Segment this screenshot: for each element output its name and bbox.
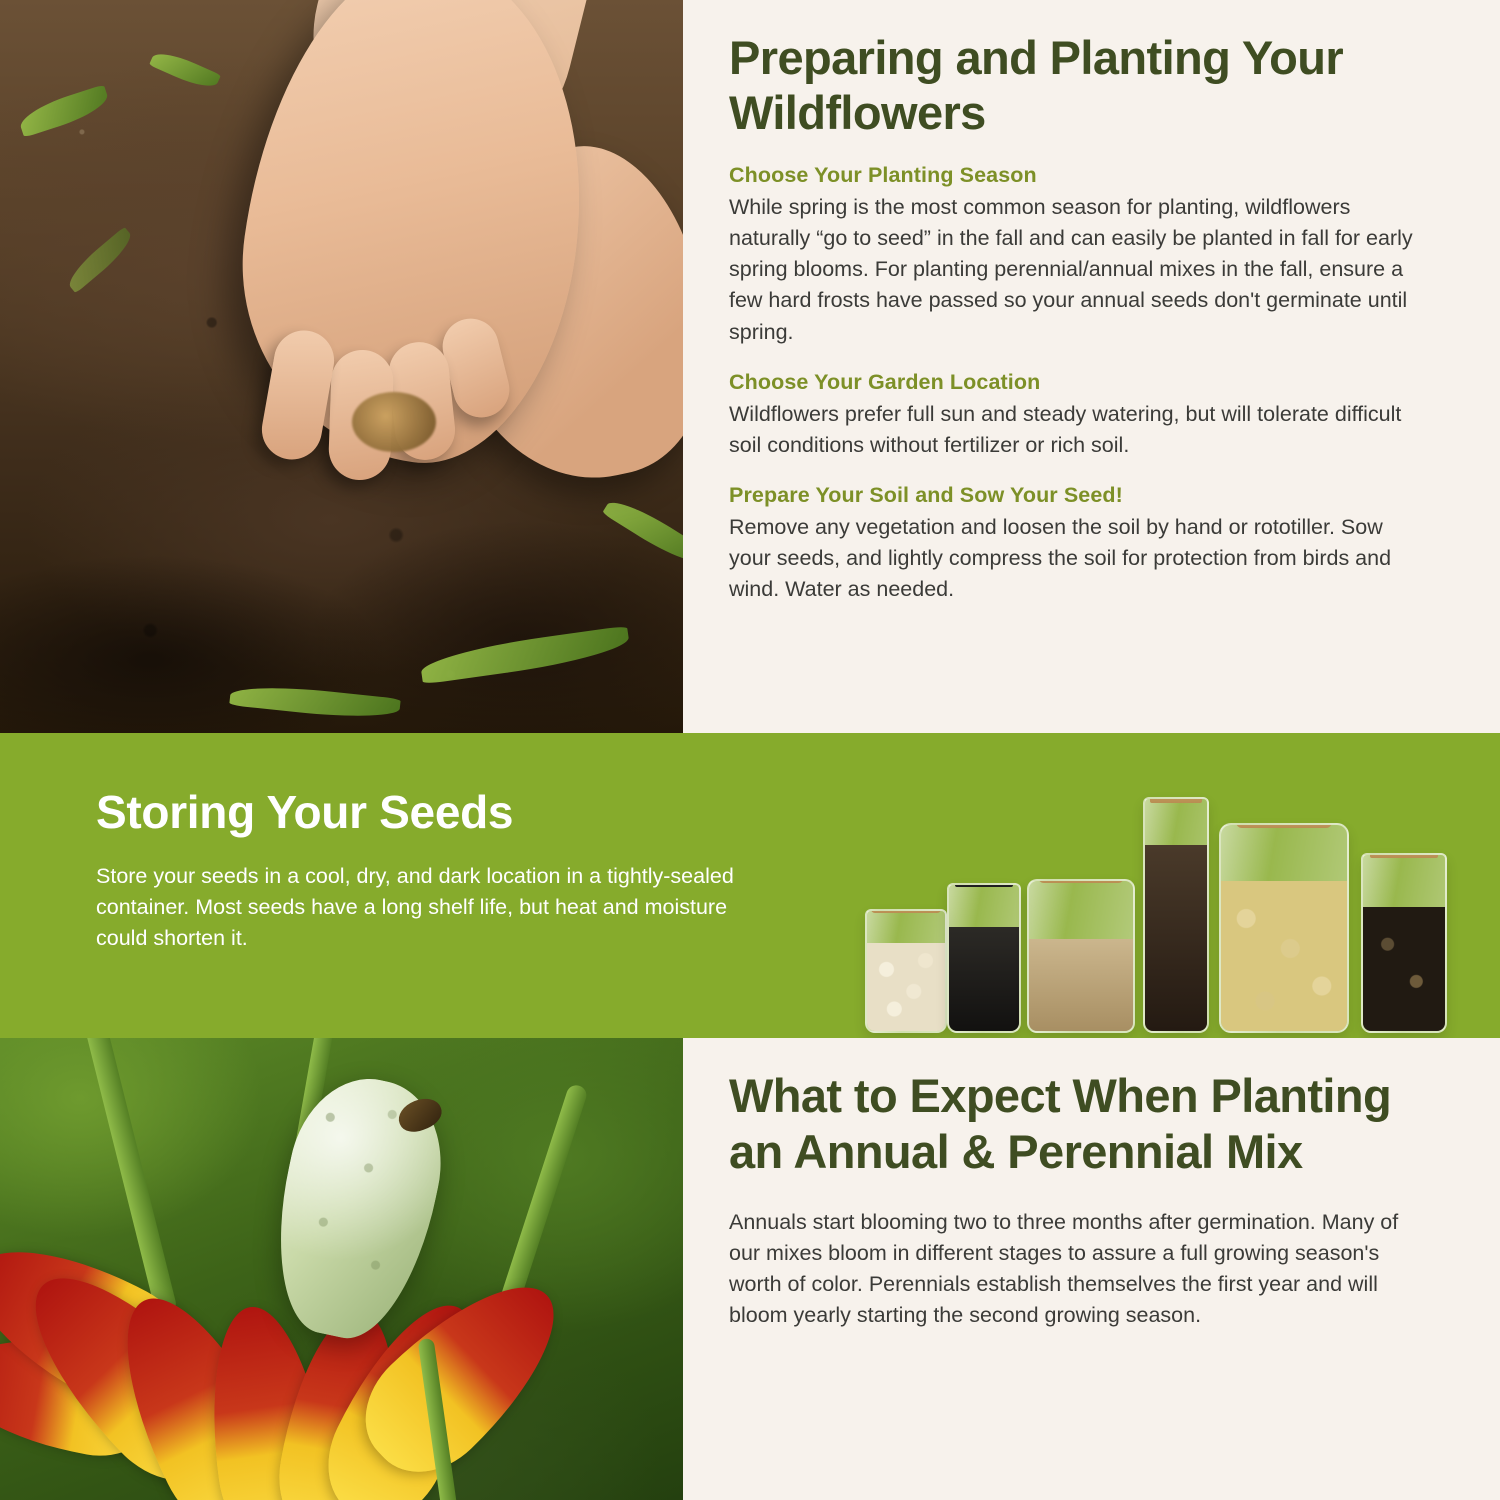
storing-paragraph: Store your seeds in a cool, dry, and dark location in a tightly-sealed container. Most seeds have a long shelf life, but heat and moisture could shorten it. — [96, 864, 734, 951]
cork-lid-icon — [1150, 797, 1202, 803]
cork-lid-icon — [871, 909, 941, 913]
section-storing-your-seeds — [0, 733, 1500, 1038]
glass-jars-of-seeds-photo — [855, 773, 1455, 1033]
jar-contents — [1029, 939, 1133, 1031]
cork-lid-icon — [1236, 823, 1332, 828]
jar-contents — [1221, 881, 1347, 1031]
cork-lid-icon — [1370, 853, 1438, 858]
seed-jar — [865, 909, 947, 1033]
storing-heading: Storing Your Seeds — [96, 786, 514, 838]
seeds-in-hand — [352, 392, 436, 452]
jar-contents — [1145, 845, 1207, 1031]
seed-jar — [1027, 879, 1135, 1033]
jar-contents — [949, 927, 1019, 1031]
jar-contents — [867, 943, 945, 1031]
subheading-planting-season: Choose Your Planting Season — [729, 162, 1037, 187]
hand-sowing-seeds-in-soil-photo — [0, 0, 683, 733]
expectations-heading: What to Expect When Planting an Annual & Perennial Mix — [729, 1069, 1392, 1179]
paragraph-prepare-soil: Remove any vegetation and loosen the soil by hand or rototiller. Sow your seeds, and lightly compress the soil for protection from birds and wind. Water as needed. — [729, 515, 1392, 602]
expectations-paragraph: Annuals start blooming two to three months after germination. Many of our mixes bloom in different stages to assure a full growing season's worth of color. Perennials establish themselves the first year and will bloom yearly starting the second growing season. — [729, 1209, 1399, 1328]
storing-text-column — [96, 785, 756, 955]
section-preparing-and-planting — [0, 0, 1500, 733]
page-title: Preparing and Planting Your Wildflowers — [729, 31, 1344, 140]
wildflower-photo — [0, 1038, 683, 1500]
subheading-prepare-soil: Prepare Your Soil and Sow Your Seed! — [729, 483, 1123, 508]
lid-icon — [955, 883, 1013, 887]
seed-jar — [1143, 797, 1209, 1033]
cork-lid-icon — [1038, 879, 1124, 883]
seed-jar — [1361, 853, 1447, 1033]
paragraph-garden-location: Wildflowers prefer full sun and steady watering, but will tolerate difficult soil conditions without fertilizer or rich soil. — [729, 401, 1402, 457]
seed-jar — [1219, 823, 1349, 1033]
section-what-to-expect — [0, 1038, 1500, 1500]
top-text-column — [683, 0, 1500, 733]
bottom-text-column — [683, 1038, 1500, 1500]
seed-jar — [947, 883, 1021, 1033]
jar-contents — [1363, 907, 1445, 1031]
paragraph-planting-season: While spring is the most common season for planting, wildflowers naturally “go to seed” in the fall and can easily be planted in fall for early spring blooms. For planting perennial/annual mixes in the fall, ensure a few hard frosts have passed so your annual seeds don't germinate until spring. — [729, 194, 1413, 344]
subheading-garden-location: Choose Your Garden Location — [729, 369, 1041, 394]
